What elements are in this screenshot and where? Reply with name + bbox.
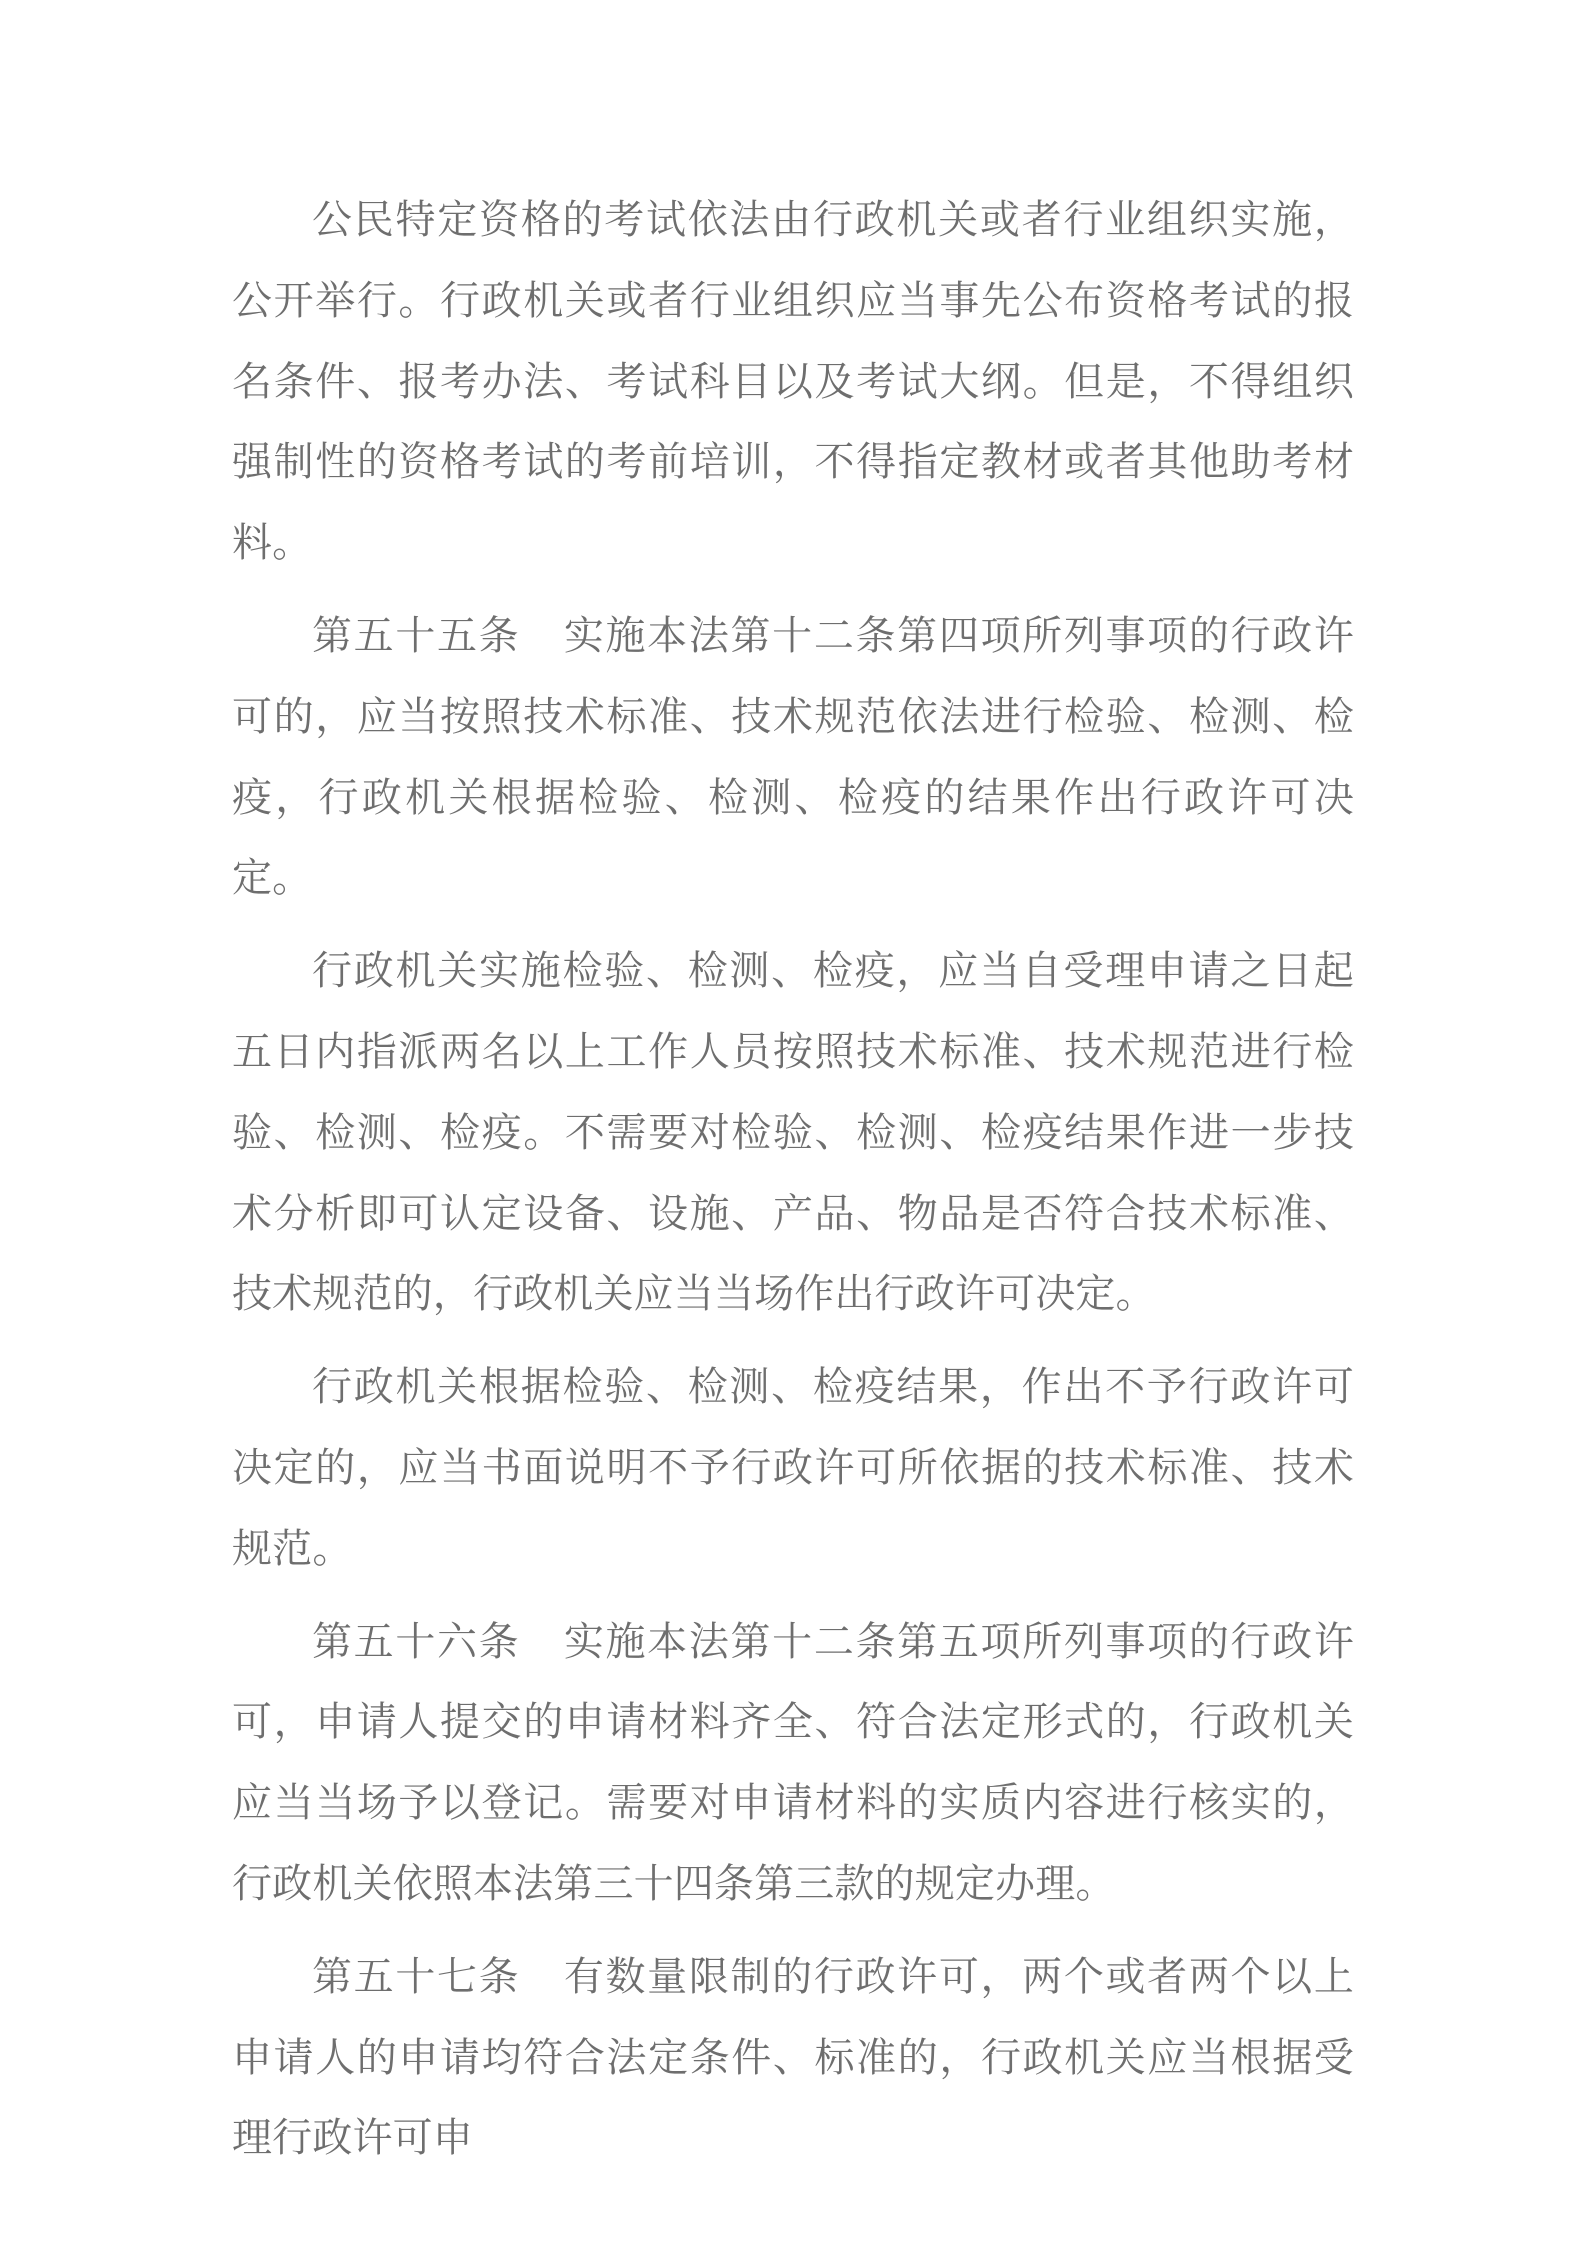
article-label-56: 第五十六条: [312, 1618, 521, 1665]
paragraph-2: [232, 596, 1354, 919]
paragraph-6-body: 有数量限制的行政许可，两个或者两个以上申请人的申请均符合法定条件、标准的，行政机关应当根据受理行政许可申: [232, 1953, 1354, 2162]
article-label-55: 第五十五条: [312, 612, 521, 659]
paragraph-1: [232, 180, 1354, 584]
article-label-57: 第五十七条: [312, 1953, 521, 2000]
document-text-column: [232, 180, 1354, 2191]
paragraph-4: [232, 1347, 1354, 1589]
paragraph-5: [232, 1602, 1354, 1925]
paragraph-3: [232, 931, 1354, 1335]
paragraph-6: [232, 1937, 1354, 2179]
paragraph-3-body: 行政机关实施检验、检测、检疫，应当自受理申请之日起五日内指派两名以上工作人员按照技术标准、技术规范进行检验、检测、检疫。不需要对检验、检测、检疫结果作进一步技术分析即可认定设备、设施、产品、物品是否符合技术标准、技术规范的，行政机关应当当场作出行政许可决定。: [232, 948, 1354, 1318]
paragraph-1-body: 公民特定资格的考试依法由行政机关或者行业组织实施，公开举行。行政机关或者行业组织应当事先公布资格考试的报名条件、报考办法、考试科目以及考试大纲。但是，不得组织强制性的资格考试的考前培训，不得指定教材或者其他助考材料。: [232, 197, 1354, 567]
paragraph-2-body: 实施本法第十二条第四项所列事项的行政许可的，应当按照技术标准、技术规范依法进行检验、检测、检疫，行政机关根据检验、检测、检疫的结果作出行政许可决定。: [232, 612, 1354, 902]
paragraph-4-body: 行政机关根据检验、检测、检疫结果，作出不予行政许可决定的，应当书面说明不予行政许可所依据的技术标准、技术规范。: [232, 1364, 1354, 1572]
paragraph-5-body: 实施本法第十二条第五项所列事项的行政许可，申请人提交的申请材料齐全、符合法定形式的，行政机关应当当场予以登记。需要对申请材料的实质内容进行核实的，行政机关依照本法第三十四条第三款的规定办理。: [232, 1618, 1354, 1907]
